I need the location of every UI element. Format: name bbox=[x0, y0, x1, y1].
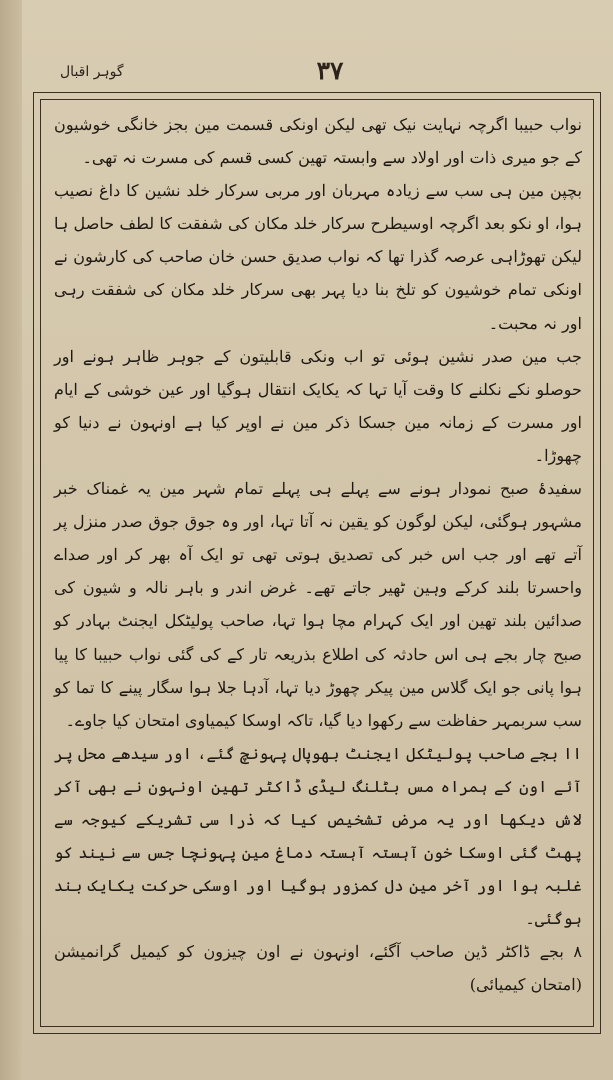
paragraph: ۸ بجے ڈاکٹر ڈین صاحب آگئے، اونہون نے اون چیزون کو کیمیل گرانمیشن (امتحان کیمیائی) bbox=[54, 942, 582, 995]
paragraph: سفیدۂ صبح نمودار ہونے سے پہلے ہی پہلے تمام شہر مین یہ غمناک خبر مشہور ہوگئی، لیکن لوگون کو یقین نہ آتا تہا، اور وہ جوق جوق صدر منزل پر آتے تھے اور جب اس خبر کی تصدیق ہوتی تھی تو ایک آہ بھر کر اور صداے واحسرتا بلند کرکے وہین ٹھیر جاتے تھے۔ غرض اندر و باہر نالہ و شیون کی صدائین بلند تھین اور ایک کہرام مچا ہوا تہا، صاحب پولیٹکل ایجنٹ بہادر کو صبح چار بجے ہی اس حادثہ کی اطلاع بذریعہ تار کے کی گئی نواب حبیبا کا پیا ہوا پانی جو ایک گلاس مین پیکر چھوڑ دیا تہا، آدہا جلا ہوا سگار پینے کا تما کو سب سربمہر حفاظت سے رکھوا دیا گیا، تاکہ اوسکا کیمیاوی امتحان کیا جاوے۔ bbox=[54, 479, 582, 730]
paragraph: اا بجے صاحب پولیٹکل ایجنٹ بھوپال پہونچ گئے، اور سیدھے محل پر آئے اون کے ہمراہ مس بٹلنگ لیڈی ڈاکٹر تھین اونہون نے بھی آکر لاش دیکھا اور یہ مرض تشخیص کیا کہ ذرا سی تشریکے کیوجہ سے پھٹ گئی اوسکا خون آہستہ آہستہ دماغ مین پہونچا جس سے نیند کو غلبہ ہوا اور آخر مین دل کمزور ہوگیا اور اوسکی حرکت یکایک بند ہوگئی۔ bbox=[54, 743, 582, 929]
paragraph: جب مین صدر نشین ہوئی تو اب ونکی قابلیتون کے جوہر ظاہر ہونے اور حوصلو نکے نکلنے کا وقت آیا تہا کہ یکایک انتقال ہوگیا اور عین خوشی کے ایام اور مسرت کے زمانہ مین جسکا ذکر مین نے اوپر کیا ہے اونہون نے دنیا کو چھوڑا۔ bbox=[54, 346, 582, 465]
paragraph: بچپن مین ہی سب سے زیادہ مہربان اور مربی سرکار خلد نشین کا داغ نصیب ہوا، او نکو بعد اگرچہ اوسیطرح سرکار خلد مکان کی شفقت کا لطف حاصل ہا لیکن تھوڑاہی عرصہ گذرا تھا کہ نواب صدیق حسن خان صاحب کی کارشون نے اونکی تمام خوشیون کو تلخ بنا دیا پہر بھی سرکار خلد مکان کی شفقت رہی اور نہ محبت۔ bbox=[54, 181, 582, 333]
paragraph: نواب حبیبا اگرچہ نہایت نیک تھی لیکن اونکی قسمت مین بجز خانگی خوشیون کے جو میری ذات اور اولاد سے وابستہ تھین کسی قسم کی مسرت نہ تھی۔ bbox=[54, 115, 582, 168]
running-head: گوہر اقبال bbox=[60, 64, 124, 80]
body-text bbox=[54, 108, 582, 1008]
page-number: ۳۷ bbox=[316, 56, 344, 85]
